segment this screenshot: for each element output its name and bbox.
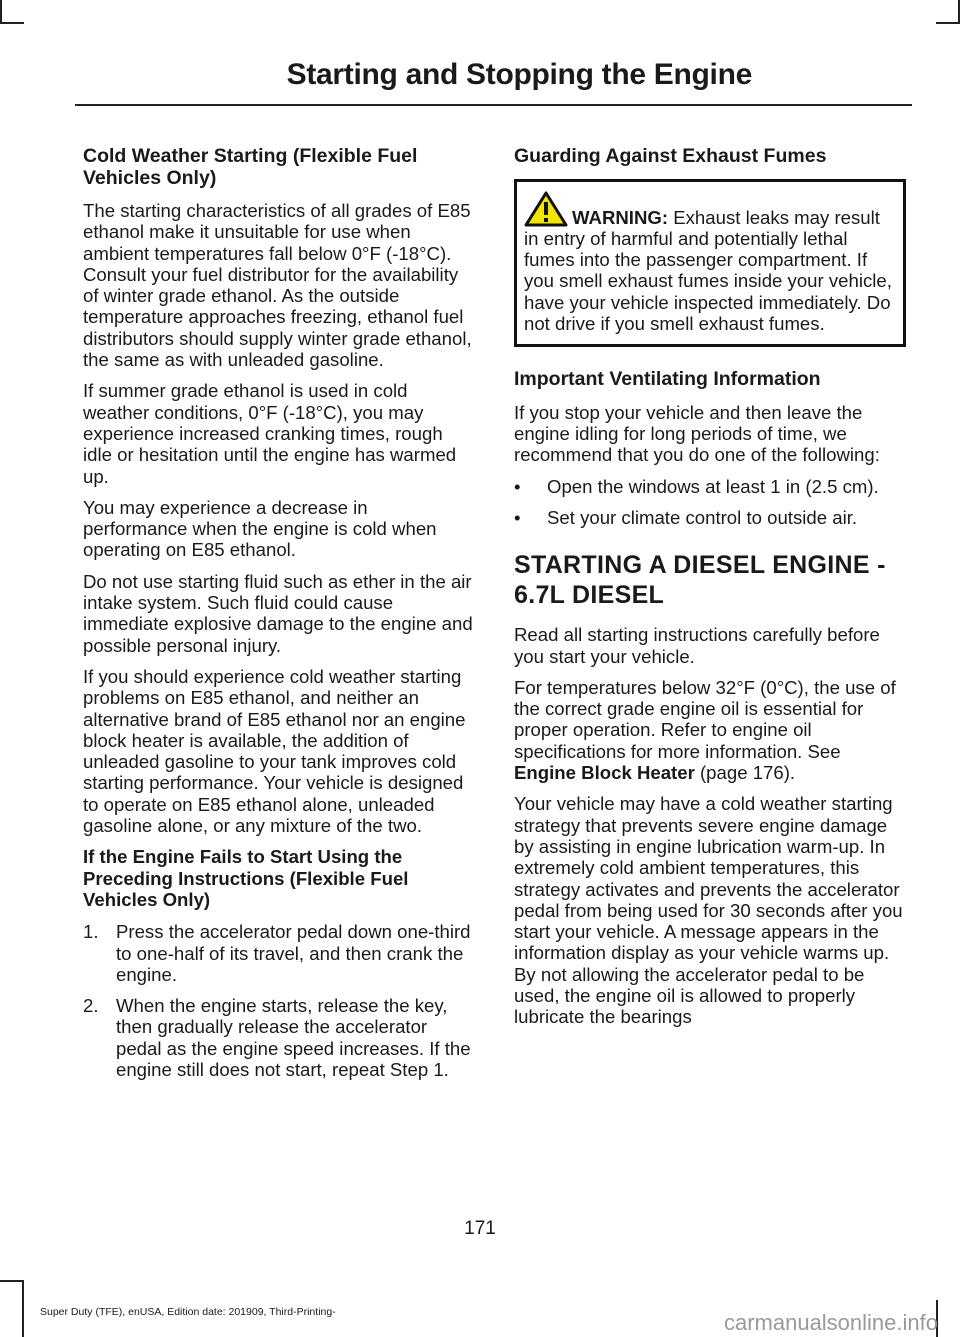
list-item [83, 921, 475, 985]
left-column [83, 146, 475, 1090]
warning-box [514, 179, 906, 348]
bullet-list [514, 476, 906, 529]
edition-footer: Super Duty (TFE), enUSA, Edition date: 201909, Third-Printing- [40, 1306, 336, 1318]
engine-block-heater-link[interactable]: Engine Block Heater [514, 762, 695, 784]
crop-mark [0, 22, 24, 24]
right-column [514, 146, 906, 1038]
warning-label: WARNING: [572, 206, 669, 228]
bullet: • [514, 475, 521, 497]
list-item [514, 507, 906, 528]
step-text: Press the accelerator pedal down one-third to one-half of its travel, and then crank the engine. [116, 921, 471, 985]
list-item [83, 995, 475, 1080]
step-text: When the engine starts, release the key, then gradually release the accelerator pedal as the engine speed increases. If the engine still does not start, repeat Step 1. [116, 995, 471, 1080]
crop-mark [0, 0, 2, 24]
warning-text: Exhaust leaks may result in entry of harmful and potentially lethal fumes into the passenger compartment. If you smell exhaust fumes inside your vehicle, have your vehicle inspected immediately. Do not drive if you smell exhaust fumes. [524, 206, 892, 334]
page-number: 171 [464, 1218, 496, 1239]
bullet: • [514, 506, 521, 528]
list-item [514, 476, 906, 497]
heading-exhaust-fumes: Guarding Against Exhaust Fumes [514, 145, 827, 167]
watermark: carmanualsonline.info [723, 1310, 938, 1335]
crop-mark [936, 22, 960, 24]
crop-mark [22, 1280, 24, 1337]
bullet-text: Open the windows at least 1 in (2.5 cm). [547, 475, 879, 497]
bullet-text: Set your climate control to outside air. [547, 506, 858, 528]
step-number: 1. [83, 921, 99, 943]
page-header-title: Starting and Stopping the Engine [286, 58, 752, 91]
step-number: 2. [83, 995, 99, 1017]
page-reference: (page 176). [694, 762, 796, 784]
paragraph: Do not use starting fluid such as ether in the air intake system. Such fluid could cause immediate explosive damage to the engine and possible personal injury. [83, 570, 473, 656]
steps-list [83, 921, 475, 1080]
heading-cold-weather: Cold Weather Starting (Flexible Fuel Vehicles Only) [83, 145, 418, 189]
paragraph: If you should experience cold weather starting problems on E85 ethanol, and neither an alternative brand of E85 ethanol nor an engine block heater is available, the addition of unleaded gasoline to your tank improves cold starting performance. Your vehicle is designed to operate on E85 ethanol alone, unleaded gasoline alone, or any mixture of the two. [83, 665, 466, 837]
heading-engine-fails: If the Engine Fails to Start Using the Preceding Instructions (Flexible Fuel Vehicles Only) [83, 846, 409, 910]
paragraph: Your vehicle may have a cold weather starting strategy that prevents severe engine damage by assisting in engine lubrication warm-up. In extremely cold ambient temperatures, this strategy activates and prevents the accelerator pedal from being used for 30 seconds after you start your vehicle. A message appears in the information display as your vehicle warms up. By not allowing the accelerator pedal to be used, the engine oil is allowed to properly lubricate the bearings [514, 793, 903, 1028]
paragraph: You may experience a decrease in performance when the engine is cold when operating on E85 ethanol. [83, 496, 437, 561]
paragraph: If you stop your vehicle and then leave the engine idling for long periods of time, we recommend that you do one of the following: [514, 401, 880, 466]
paragraph [514, 677, 906, 783]
paragraph: The starting characteristics of all grades of E85 ethanol make it unsuitable for use when ambient temperatures fall below 0°F (-18°C). Consult your fuel distributor for the availability of winter grade ethanol. As the outside temperature approaches freezing, ethanol fuel distributors should supply winter grade ethanol, the same as with unleaded gasoline. [83, 200, 472, 371]
paragraph: If summer grade ethanol is used in cold weather conditions, 0°F (-18°C), you may experience increased cranking times, rough idle or hesitation until the engine has warmed up. [83, 380, 457, 487]
header-rule [75, 104, 912, 106]
heading-ventilating: Important Ventilating Information [514, 368, 821, 391]
heading-diesel: STARTING A DIESEL ENGINE - 6.7L DIESEL [514, 551, 886, 610]
warning-triangle-icon [524, 207, 572, 228]
paragraph-text: For temperatures below 32°F (0°C), the use of the correct grade engine oil is essential for proper operation. Refer to engine oil specifications for more information. See [514, 676, 896, 762]
paragraph: Read all starting instructions carefully before you start your vehicle. [514, 624, 880, 667]
crop-mark [0, 1280, 24, 1282]
